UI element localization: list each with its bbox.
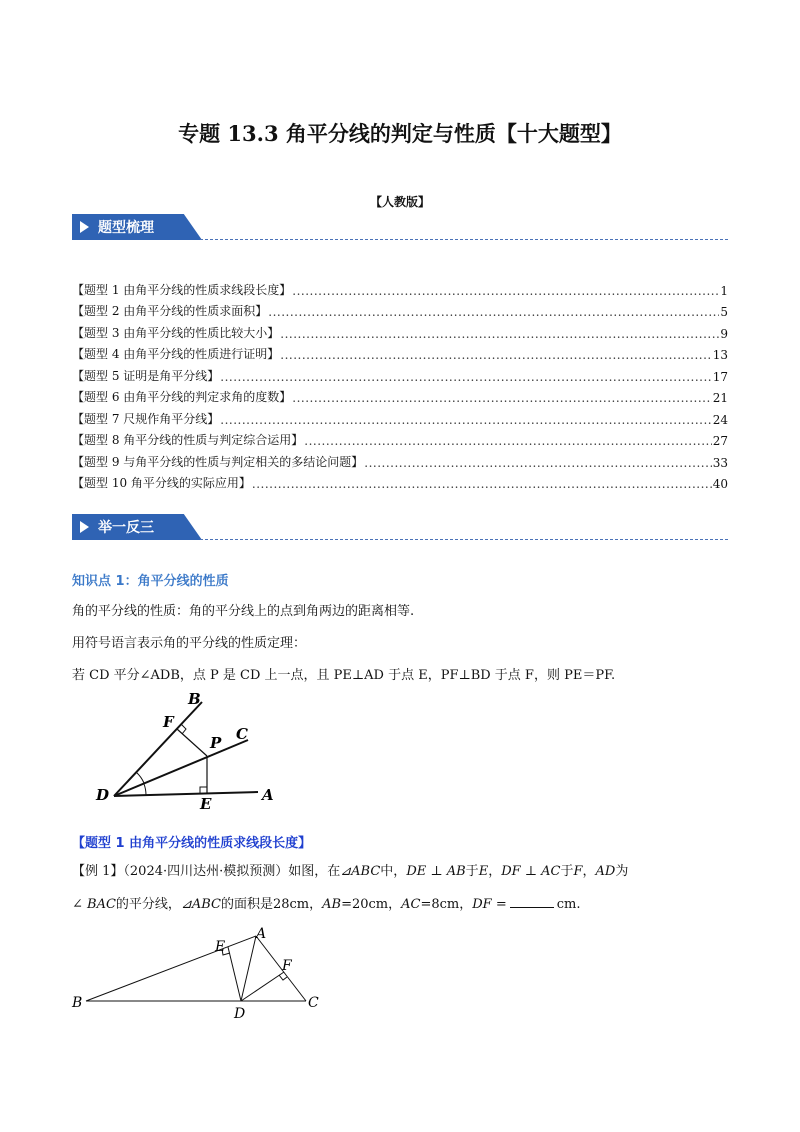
- right-angle-mark-F: [279, 975, 287, 980]
- knowledge-paragraph: 角的平分线的性质：角的平分线上的点到角两边的距离相等.: [72, 604, 415, 619]
- section-banner-overview: [72, 214, 728, 240]
- math-expr: E: [478, 864, 489, 879]
- toc-page-number: 13: [712, 348, 728, 362]
- example-text: ，: [488, 864, 502, 879]
- toc-leader: [304, 434, 711, 448]
- example-text: =: [491, 897, 507, 912]
- math-expr: ⊿ABC: [340, 864, 381, 879]
- toc-leader: [292, 391, 711, 405]
- banner-divider: [200, 239, 728, 240]
- toc-label: 【题型 1 由角平分线的性质求线段长度】: [72, 282, 292, 297]
- math-expr: AC: [401, 897, 421, 912]
- toc-leader: [220, 370, 711, 384]
- ray-DC: [114, 740, 248, 796]
- toc-label: 【题型 9 与角平分线的性质与判定相关的多结论问题】: [72, 454, 364, 469]
- toc-leader: [280, 348, 711, 362]
- example-text: 于: [560, 864, 574, 879]
- label-D: D: [234, 1006, 246, 1022]
- section-title-examples: 举一反三: [98, 520, 154, 536]
- toc-label: 【题型 8 角平分线的性质与判定综合运用】: [72, 433, 304, 447]
- toc-leader: [252, 477, 712, 491]
- label-F: F: [282, 958, 292, 974]
- toc-label: 【题型 4 由角平分线的性质进行证明】: [72, 347, 280, 361]
- math-expr: AD: [595, 864, 616, 879]
- question-type-heading: 【题型 1 由角平分线的性质求线段长度】: [72, 836, 312, 851]
- angle-arc: [144, 784, 146, 795]
- toc-entry[interactable]: [72, 362, 728, 384]
- banner-divider: [200, 539, 728, 540]
- ray-DB: [114, 702, 202, 796]
- toc-leader: [220, 413, 711, 427]
- toc-page-number: 9: [720, 326, 728, 341]
- label-P: P: [210, 734, 222, 752]
- example-text: 为: [615, 864, 629, 879]
- toc-page-number: 1: [720, 283, 728, 298]
- segment-DF: [241, 972, 284, 1001]
- triangle-figure: [70, 922, 330, 1024]
- toc-entry[interactable]: [72, 276, 728, 298]
- example-text: =8cm，: [420, 897, 473, 912]
- example-text: 的平分线，: [115, 897, 181, 912]
- toc-page-number: 40: [712, 477, 728, 491]
- segment-PF: [177, 729, 207, 756]
- segment-AD: [241, 936, 256, 1001]
- math-expr: ⊿ABC: [180, 897, 221, 912]
- toc-entry[interactable]: [72, 341, 728, 363]
- example-text: cm.: [556, 897, 581, 912]
- toc-leader: [292, 284, 719, 298]
- side-AB: [86, 936, 256, 1001]
- toc-page-number: 17: [712, 369, 728, 384]
- section-banner-examples: [72, 514, 728, 540]
- segment-DE: [228, 947, 241, 1001]
- toc-label: 【题型 10 角平分线的实际应用】: [72, 476, 251, 490]
- toc-page-number: 27: [712, 434, 728, 448]
- section-title-overview: 题型梳理: [98, 220, 154, 236]
- label-C: C: [236, 725, 248, 743]
- toc-entry[interactable]: [72, 427, 728, 449]
- toc-label: 【题型 3 由角平分线的性质比较大小】: [72, 325, 280, 340]
- example-text: 的面积是28cm，: [220, 897, 323, 912]
- example-text: 【例 1】（2024·四川达州·模拟预测）如图，在: [72, 864, 341, 879]
- toc-page-number: 33: [712, 455, 728, 470]
- knowledge-point-title: 知识点 1：角平分线的性质: [72, 574, 229, 589]
- math-expr: F: [573, 864, 583, 879]
- toc-entry[interactable]: [72, 298, 728, 320]
- toc-entry[interactable]: [72, 384, 728, 406]
- toc-label: 【题型 2 由角平分线的性质求面积】: [72, 304, 268, 318]
- toc-leader: [280, 327, 719, 341]
- answer-blank[interactable]: [510, 907, 554, 908]
- side-AC: [256, 936, 306, 1001]
- ray-DA: [114, 792, 258, 796]
- table-of-contents: [72, 276, 728, 491]
- toc-page-number: 5: [720, 305, 728, 319]
- toc-leader: [268, 305, 719, 319]
- math-expr: AB: [322, 897, 342, 912]
- toc-label: 【题型 5 证明是角平分线】: [72, 368, 220, 383]
- example-text: 于: [465, 864, 479, 879]
- label-E: E: [215, 939, 226, 955]
- math-expr: DF ⊥ AC: [501, 864, 561, 879]
- toc-entry[interactable]: [72, 470, 728, 492]
- example-text: =20cm，: [341, 897, 402, 912]
- page-title: 专题 13.3 角平分线的判定与性质【十大题型】: [178, 121, 622, 146]
- example-text: 中，: [380, 864, 407, 879]
- label-B: B: [72, 995, 83, 1011]
- example-line-2: [72, 893, 580, 912]
- edition-label: 【人教版】: [369, 195, 430, 209]
- math-expr: ∠ BAC: [72, 897, 116, 912]
- play-arrow-icon: [80, 221, 89, 233]
- toc-entry[interactable]: [72, 448, 728, 470]
- toc-leader: [364, 456, 711, 470]
- label-E: E: [200, 795, 212, 813]
- example-text: ，: [582, 864, 596, 879]
- label-C: C: [308, 995, 319, 1011]
- label-D: D: [96, 786, 110, 804]
- toc-entry[interactable]: [72, 405, 728, 427]
- angle-bisector-figure: [88, 688, 288, 813]
- math-expr: DF: [472, 897, 492, 912]
- label-F: F: [163, 713, 174, 731]
- toc-label: 【题型 7 尺规作角平分线】: [72, 411, 220, 426]
- toc-label: 【题型 6 由角平分线的判定求角的度数】: [72, 390, 292, 404]
- label-A: A: [256, 926, 267, 942]
- example-line-1: [72, 860, 628, 879]
- angle-arc: [136, 772, 144, 783]
- toc-page-number: 21: [712, 391, 728, 405]
- math-expr: DE ⊥ AB: [406, 864, 466, 879]
- label-A: A: [262, 786, 274, 804]
- toc-entry[interactable]: [72, 319, 728, 341]
- knowledge-paragraph: 用符号语言表示角的平分线的性质定理：: [72, 636, 307, 651]
- toc-page-number: 24: [712, 412, 728, 427]
- label-B: B: [188, 690, 201, 708]
- knowledge-paragraph: 若 CD 平分∠ADB，点 P 是 CD 上一点，且 PE⊥AD 于点 E，PF⊥BD 于点 F，则 PE＝PF.: [72, 668, 616, 683]
- play-arrow-icon: [80, 521, 89, 533]
